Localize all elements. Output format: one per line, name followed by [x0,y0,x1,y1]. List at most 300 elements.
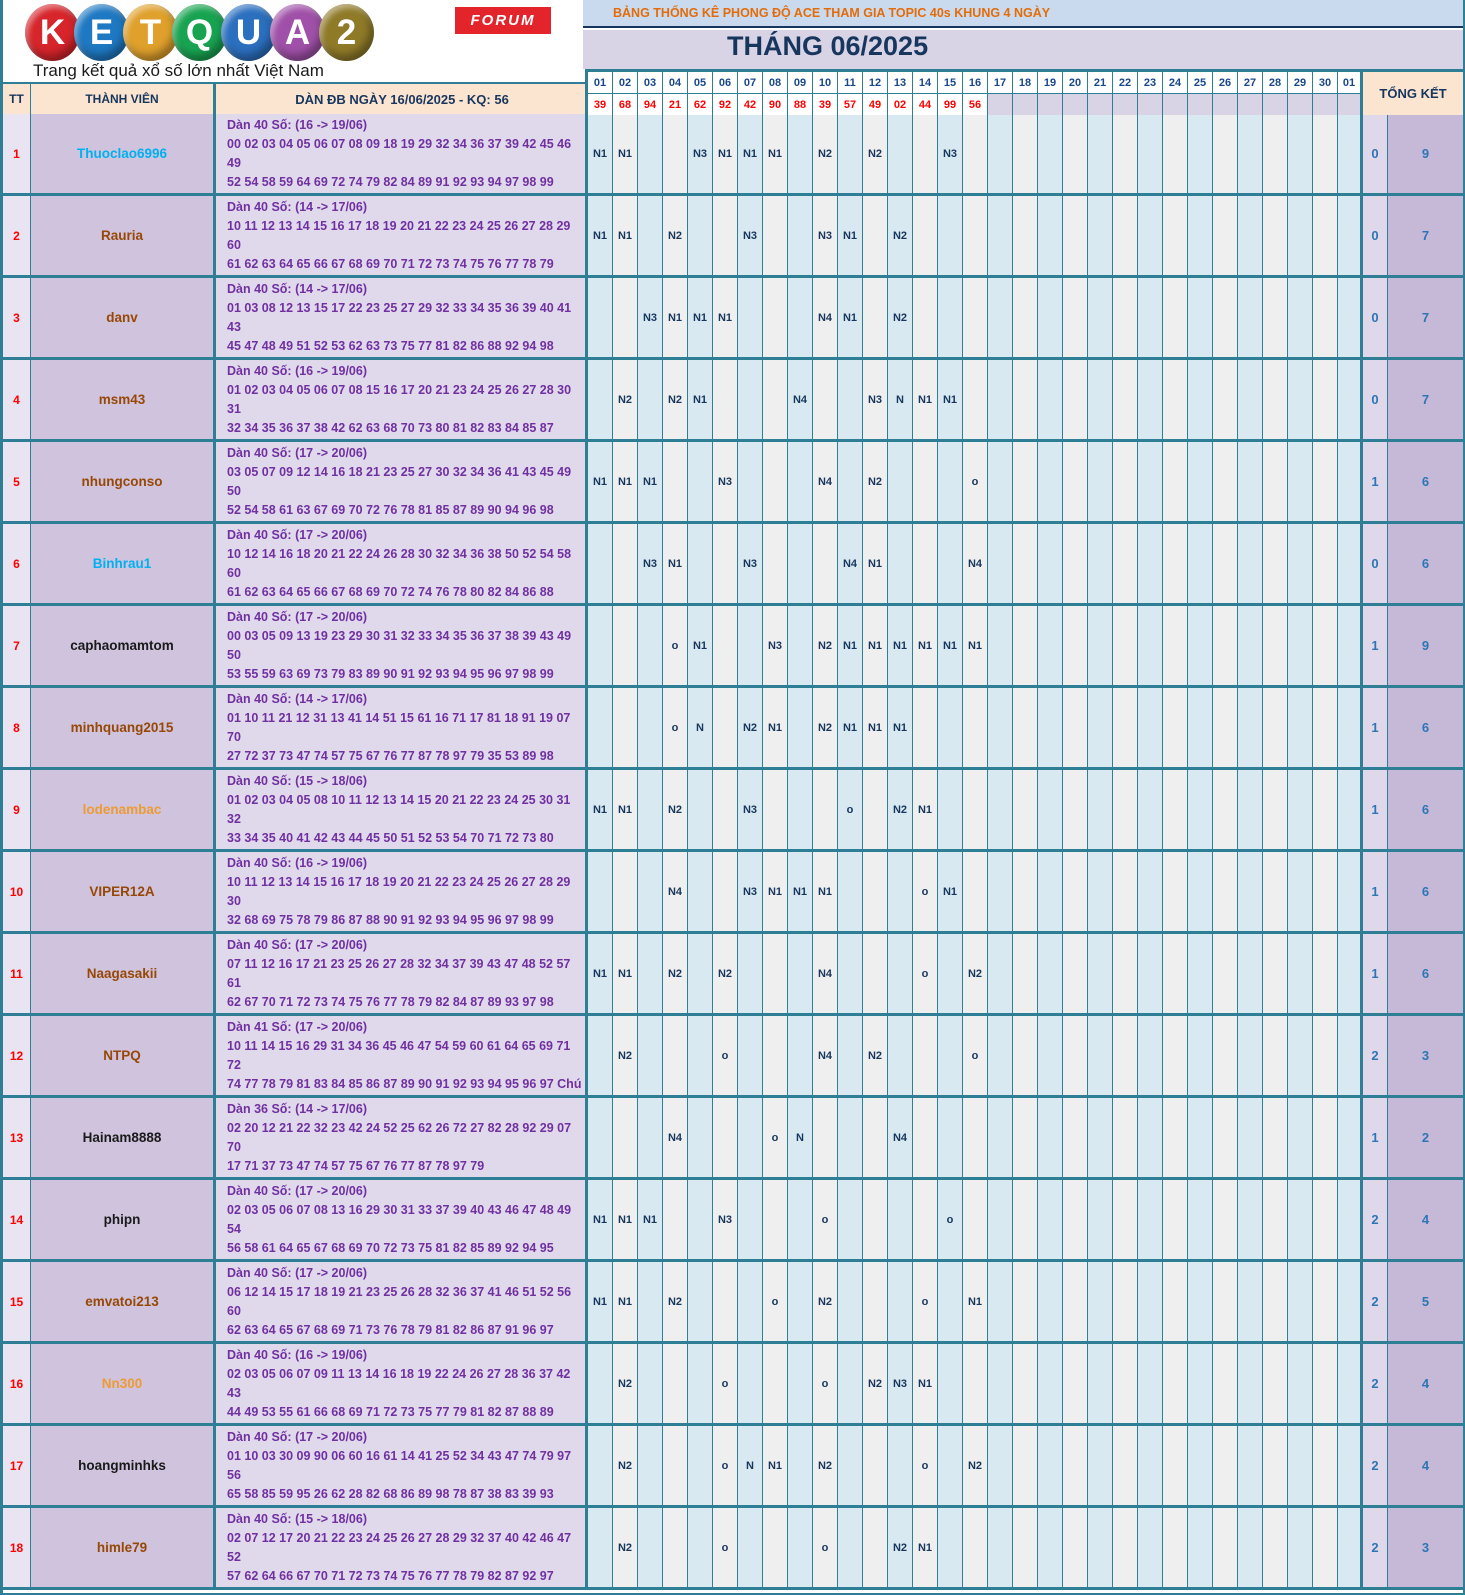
day-header: 08 [763,72,788,94]
dan-line1: 01 02 03 04 05 06 07 08 15 16 17 20 21 23 24 25 26 27 28 30 31 [227,382,572,416]
day-cell [1338,606,1363,685]
kq-result-cell: 62 [688,94,713,115]
day-cell [838,1016,863,1095]
day-cell [738,1262,763,1341]
day-cell [863,278,888,357]
total-win-count: 6 [1388,852,1463,931]
table-row [3,606,1463,688]
kq-result-cell [1238,94,1263,115]
day-cell [738,442,763,521]
day-header: 20 [1063,72,1088,94]
streak-marker-cell: N1 [863,606,888,685]
day-cell [738,1344,763,1423]
day-cell [1313,1344,1338,1423]
day-cell [938,278,963,357]
day-cell [1338,1180,1363,1259]
streak-marker-cell: N2 [663,196,688,275]
streak-marker-cell: o [963,442,988,521]
day-cell [1163,1426,1188,1505]
day-cell [613,278,638,357]
day-cell [1288,606,1313,685]
dan-line1: 01 10 11 21 12 31 13 41 14 51 15 61 16 71 17 81 18 91 19 07 70 [227,710,571,744]
day-header: 21 [1088,72,1113,94]
day-cell [1213,606,1238,685]
day-cell [688,442,713,521]
kq-result-cell [1138,94,1163,115]
table-row [3,1508,1463,1590]
day-cell [1113,852,1138,931]
dan-title: Dàn 40 Số: (17 -> 20/06) [227,937,367,952]
table-row [3,278,1463,360]
day-cell [738,1180,763,1259]
streak-marker-cell: N1 [913,360,938,439]
day-cell [1063,1426,1088,1505]
total-miss-count: 1 [1363,688,1388,767]
day-cell [1013,114,1038,193]
row-index: 9 [3,770,31,849]
day-cell [1213,1426,1238,1505]
dan-line1: 00 03 05 09 13 19 23 29 30 31 32 33 34 35 36 37 38 39 43 49 50 [227,628,572,662]
member-name: hoangminhks [31,1426,216,1505]
dan-title: Dàn 40 Số: (14 -> 17/06) [227,691,367,706]
total-miss-count: 0 [1363,360,1388,439]
day-cell [788,1426,813,1505]
logo-letter-oval: T [123,4,178,61]
day-cell [1038,360,1063,439]
dan-line1: 01 10 03 30 09 90 06 60 16 61 14 41 25 52 34 43 47 74 79 97 56 [227,1448,572,1482]
dan-line1: 06 12 14 15 17 18 19 21 23 25 26 28 32 36 37 41 46 51 52 56 60 [227,1284,572,1318]
day-cell [1163,1344,1188,1423]
streak-marker-cell: N4 [838,524,863,603]
streak-marker-cell: o [913,934,938,1013]
streak-marker-cell: N1 [713,114,738,193]
day-cell [963,1508,988,1587]
day-cell [1238,524,1263,603]
streak-marker-cell: N1 [813,852,838,931]
streak-marker-cell: N2 [963,934,988,1013]
day-cell [1163,688,1188,767]
day-cell [1038,278,1063,357]
day-header: 28 [1263,72,1288,94]
dan-numbers-cell [216,1262,588,1341]
day-cell [1188,852,1213,931]
streak-marker-cell: N2 [863,1344,888,1423]
kq-result-cell: 39 [813,94,838,115]
total-win-count: 7 [1388,196,1463,275]
streak-marker-cell: N1 [913,1344,938,1423]
day-cell [1013,524,1038,603]
streak-marker-cell: N2 [813,1262,838,1341]
day-cell [1088,1262,1113,1341]
day-cell [1138,1262,1163,1341]
day-cell [838,114,863,193]
day-cell [1013,1180,1038,1259]
streak-marker-cell: N [888,360,913,439]
day-cell [1013,770,1038,849]
day-cell [1163,1180,1188,1259]
day-cell [613,852,638,931]
row-index: 3 [3,278,31,357]
day-cell [1138,606,1163,685]
streak-marker-cell: N2 [663,770,688,849]
day-cell [988,1180,1013,1259]
table-row [3,360,1463,442]
streak-marker-cell: N2 [613,1426,638,1505]
day-cell [988,852,1013,931]
streak-marker-cell: N4 [813,1016,838,1095]
streak-marker-cell: N1 [913,1508,938,1587]
dan-line1: 02 07 12 17 20 21 22 23 24 25 26 27 28 29 32 37 40 42 46 47 52 [227,1530,572,1564]
day-cell [638,1016,663,1095]
day-cell [963,1180,988,1259]
table-row [3,524,1463,606]
day-cell [588,360,613,439]
day-cell [1038,196,1063,275]
streak-marker-cell: N2 [613,1508,638,1587]
day-cell [1213,1016,1238,1095]
day-cell [1313,1508,1338,1587]
day-cell [1013,196,1038,275]
day-header: 09 [788,72,813,94]
streak-marker-cell: N3 [738,524,763,603]
table-row [3,1016,1463,1098]
logo-letter-oval: U [221,4,276,61]
day-cell [1113,770,1138,849]
day-cell [1188,1016,1213,1095]
table-row [3,1098,1463,1180]
table-row [3,688,1463,770]
member-name: himle79 [31,1508,216,1587]
day-cell [1113,934,1138,1013]
day-cell [1113,1098,1138,1177]
total-win-count: 6 [1388,688,1463,767]
day-cell [1013,1016,1038,1095]
day-cell [688,196,713,275]
dan-title: Dàn 40 Số: (16 -> 19/06) [227,363,367,378]
total-win-count: 3 [1388,1508,1463,1587]
streak-marker-cell: N2 [963,1426,988,1505]
streak-marker-cell: N2 [888,196,913,275]
dan-line2: 32 68 69 75 78 79 86 87 88 90 91 92 93 94 95 96 97 98 99 [227,912,554,927]
streak-marker-cell: N4 [813,934,838,1013]
day-cell [1313,1016,1338,1095]
dan-line1: 01 02 03 04 05 08 10 11 12 13 14 15 20 21 22 23 24 25 30 31 32 [227,792,571,826]
day-cell [1238,1508,1263,1587]
logo-letter-oval: 2 [319,4,374,61]
table-row [3,1262,1463,1344]
dan-line1: 01 03 08 12 13 15 17 22 23 25 27 29 32 33 34 35 36 39 40 41 43 [227,300,572,334]
day-cell [1338,1262,1363,1341]
streak-marker-cell: N2 [663,360,688,439]
day-cell [888,1180,913,1259]
column-header-member: THÀNH VIÊN [31,82,216,114]
day-cell [788,524,813,603]
streak-marker-cell: N1 [613,442,638,521]
day-cell [888,1426,913,1505]
table-row [3,852,1463,934]
logo-letters [31,4,374,62]
day-cell [713,1098,738,1177]
day-cell [638,606,663,685]
streak-marker-cell: N3 [738,196,763,275]
day-cell [1013,852,1038,931]
day-cell [938,770,963,849]
dan-line1: 02 03 05 06 07 08 13 16 29 30 31 33 37 39 40 43 46 47 48 49 54 [227,1202,572,1236]
day-cell [1313,196,1338,275]
member-name: phipn [31,1180,216,1259]
streak-marker-cell: o [938,1180,963,1259]
day-cell [1238,1344,1263,1423]
day-cell [788,770,813,849]
day-header: 15 [938,72,963,94]
day-cell [663,1180,688,1259]
day-cell [1188,688,1213,767]
dan-line1: 02 20 12 21 22 32 23 42 24 52 25 62 26 72 27 82 28 92 29 07 70 [227,1120,572,1154]
day-cell [1263,442,1288,521]
day-cell [1188,278,1213,357]
day-cell [963,196,988,275]
kq-result-cell: 57 [838,94,863,115]
day-cell [1038,1344,1063,1423]
day-cell [988,278,1013,357]
day-header: 19 [1038,72,1063,94]
day-cell [1338,770,1363,849]
day-cell [1088,770,1113,849]
day-cell [1063,1180,1088,1259]
kq-result-cell: 94 [638,94,663,115]
dan-line2: 62 67 70 71 72 73 74 75 76 77 78 79 82 84 87 89 93 97 98 [227,994,554,1009]
day-cell [738,1098,763,1177]
day-cell [913,688,938,767]
day-cell [988,770,1013,849]
streak-marker-cell: o [963,1016,988,1095]
day-cell [588,852,613,931]
streak-marker-cell: o [713,1344,738,1423]
day-cell [638,770,663,849]
kq-result-cell [1088,94,1113,115]
streak-marker-cell: N1 [838,688,863,767]
day-header: 01 [588,72,613,94]
streak-marker-cell: N1 [688,360,713,439]
day-cell [988,934,1013,1013]
streak-marker-cell: N1 [763,114,788,193]
day-cell [1013,1508,1038,1587]
dan-line1: 03 05 07 09 12 14 16 18 21 23 25 27 30 32 34 36 41 43 45 49 50 [227,464,572,498]
streak-marker-cell: o [763,1098,788,1177]
day-cell [1088,442,1113,521]
dan-numbers-cell [216,1016,588,1095]
day-cell [1013,442,1038,521]
streak-marker-cell: N1 [738,114,763,193]
day-cell [1088,114,1113,193]
dan-title: Dàn 40 Số: (16 -> 19/06) [227,117,367,132]
day-cell [1213,196,1238,275]
day-cell [913,524,938,603]
streak-marker-cell: o [663,606,688,685]
day-cell [1113,1262,1138,1341]
day-cell [1063,852,1088,931]
member-name: emvatoi213 [31,1262,216,1341]
day-cell [938,688,963,767]
day-cell [838,1426,863,1505]
streak-marker-cell: N2 [663,934,688,1013]
kq-result-cell [1038,94,1063,115]
streak-marker-cell: N3 [738,852,763,931]
day-cell [1038,114,1063,193]
member-name: Nn300 [31,1344,216,1423]
day-cell [1213,442,1238,521]
day-header: 30 [1313,72,1338,94]
streak-marker-cell: N1 [588,934,613,1013]
day-cell [813,524,838,603]
streak-marker-cell: N1 [588,1262,613,1341]
row-index: 18 [3,1508,31,1587]
day-cell [1338,114,1363,193]
day-cell [988,114,1013,193]
day-cell [1013,360,1038,439]
streak-marker-cell: N1 [788,852,813,931]
day-cell [888,852,913,931]
day-cell [1338,1426,1363,1505]
day-cell [1213,688,1238,767]
streak-marker-cell: N [688,688,713,767]
dan-title: Dàn 40 Số: (16 -> 19/06) [227,1347,367,1362]
day-cell [1113,114,1138,193]
day-cell [988,1016,1013,1095]
day-header: 03 [638,72,663,94]
day-cell [1338,1344,1363,1423]
streak-marker-cell: N4 [663,1098,688,1177]
day-cell [1213,360,1238,439]
dan-line2: 61 62 63 64 65 66 67 68 69 70 72 74 76 78 80 82 84 86 88 [227,584,554,599]
total-win-count: 2 [1388,1098,1463,1177]
streak-marker-cell: N1 [588,770,613,849]
day-cell [1288,442,1313,521]
streak-marker-cell: N1 [938,852,963,931]
day-cell [1313,1262,1338,1341]
day-cell [1188,360,1213,439]
kq-result-cell [1288,94,1313,115]
streak-marker-cell: N1 [688,278,713,357]
day-cell [688,1508,713,1587]
day-cell [1238,934,1263,1013]
month-title: THÁNG 06/2025 [727,31,929,61]
day-cell [638,1508,663,1587]
streak-marker-cell: N1 [613,114,638,193]
dan-title: Dàn 40 Số: (17 -> 20/06) [227,527,367,542]
dan-numbers-cell [216,1508,588,1587]
day-cell [588,606,613,685]
streak-marker-cell: o [913,1262,938,1341]
row-index: 10 [3,852,31,931]
kq-result-cell: 44 [913,94,938,115]
day-cell [1038,688,1063,767]
day-header: 27 [1238,72,1263,94]
row-index: 13 [3,1098,31,1177]
streak-marker-cell: N1 [638,1180,663,1259]
day-cell [613,1098,638,1177]
day-cell [1063,1344,1088,1423]
day-cell [1013,278,1038,357]
dan-numbers-cell [216,770,588,849]
day-columns-header [585,69,1463,115]
day-cell [1338,1098,1363,1177]
total-miss-count: 1 [1363,606,1388,685]
day-cell [638,852,663,931]
day-cell [788,278,813,357]
day-cell [938,524,963,603]
streak-marker-cell: N1 [838,196,863,275]
streak-marker-cell: N2 [813,688,838,767]
total-miss-count: 2 [1363,1508,1388,1587]
day-cell [863,1508,888,1587]
total-miss-count: 1 [1363,770,1388,849]
streak-marker-cell: N1 [938,606,963,685]
kq-result-cell: 92 [713,94,738,115]
day-cell [1063,360,1088,439]
day-cell [1088,1344,1113,1423]
logo-letter-oval: K [25,4,80,61]
dan-numbers-cell [216,1426,588,1505]
dan-numbers-cell [216,852,588,931]
day-cell [1263,934,1288,1013]
day-cell [1288,1344,1313,1423]
day-cell [688,1098,713,1177]
dan-line1: 10 11 14 15 16 29 31 34 36 45 46 47 54 59 60 61 64 65 69 71 72 [227,1038,571,1072]
day-cell [1013,1098,1038,1177]
day-cell [1063,196,1088,275]
day-cell [1188,934,1213,1013]
day-cell [1038,1098,1063,1177]
day-cell [1263,1508,1288,1587]
day-cell [1163,770,1188,849]
dan-line2: 57 62 64 66 67 70 71 72 73 74 75 76 77 78 79 82 87 92 97 [227,1568,554,1583]
day-header: 04 [663,72,688,94]
member-name: Naagasakii [31,934,216,1013]
day-cell [1188,606,1213,685]
dan-line2: 32 34 35 36 37 38 42 62 63 68 70 73 80 81 82 83 84 85 87 [227,420,554,435]
day-cell [1238,360,1263,439]
day-cell [1088,1180,1113,1259]
streak-marker-cell: o [663,688,688,767]
day-cell [888,442,913,521]
day-cell [738,606,763,685]
day-cell [788,688,813,767]
dan-title: Dàn 40 Số: (17 -> 20/06) [227,1429,367,1444]
streak-marker-cell: N1 [863,524,888,603]
day-cell [1213,1180,1238,1259]
row-index: 4 [3,360,31,439]
day-cell [1038,524,1063,603]
streak-marker-cell: N1 [613,196,638,275]
day-cell [1213,934,1238,1013]
streak-marker-cell: N1 [588,1180,613,1259]
streak-marker-cell: N1 [963,1262,988,1341]
day-cell [713,524,738,603]
day-header: 02 [613,72,638,94]
day-cell [1138,360,1163,439]
day-header: 23 [1138,72,1163,94]
day-cell [1313,1426,1338,1505]
day-cell [688,1016,713,1095]
kq-result-cell [1338,94,1363,115]
dan-numbers-cell [216,360,588,439]
day-cell [788,606,813,685]
day-cell [1113,1016,1138,1095]
streak-marker-cell: N2 [888,1508,913,1587]
day-cell [1163,1508,1188,1587]
streak-marker-cell: N1 [763,852,788,931]
